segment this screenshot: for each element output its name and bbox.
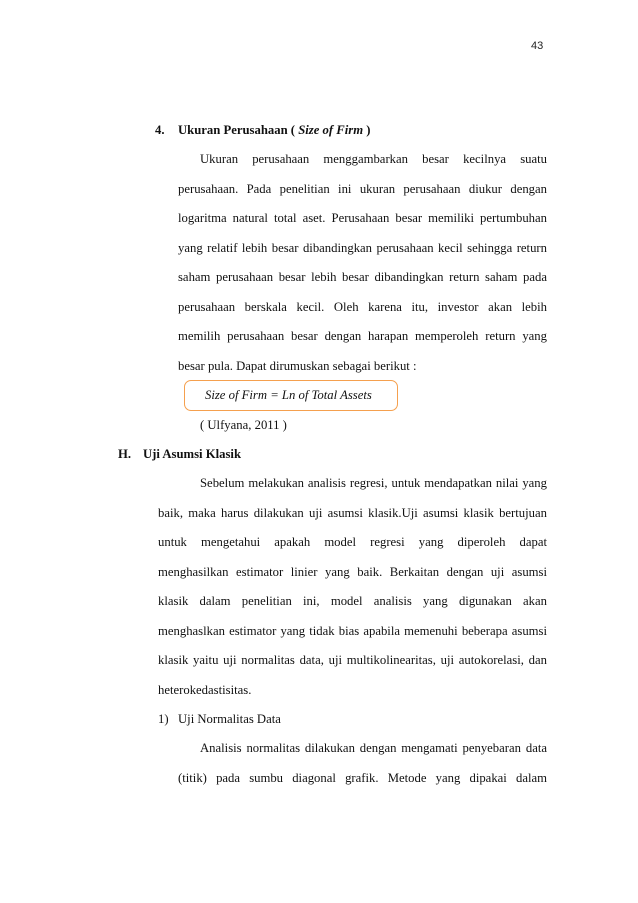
paragraph-line: Ukuran perusahaan menggambarkan besar kecilnya suatu [200,152,547,167]
section-heading-text: Ukuran Perusahaan ( [178,123,299,137]
section-heading [178,122,370,138]
paragraph-line: saham perusahaan besar lebih besar dibandingkan return saham pada [178,270,547,285]
paragraph-line: logaritma natural total aset. Perusahaan besar memiliki pertumbuhan [178,211,547,226]
paragraph-line: menghasilkan estimator linier yang baik. Berkaitan dengan uji asumsi [158,564,547,579]
formula-box [184,380,398,411]
citation: ( Ulfyana, 2011 ) [200,417,287,432]
subsection-heading: Uji Normalitas Data [178,712,281,726]
paragraph-line: perusahaan berskala kecil. Oleh karena itu, investor akan lebih [178,299,547,314]
paragraph-line: Sebelum melakukan analisis regresi, untuk mendapatkan nilai yang [200,476,547,491]
paragraph-line: yang relatif lebih besar dibandingkan perusahaan kecil sehingga return [178,240,547,255]
paragraph-line: (titik) pada sumbu diagonal grafik. Metode yang dipakai dalam [178,770,547,785]
section-heading-suffix: ) [363,123,371,137]
paragraph-line: untuk mengetahui apakah model regresi yang diperoleh dapat [158,535,547,550]
paragraph-line: besar pula. Dapat dirumuskan sebagai berikut : [178,358,417,373]
paragraph-line: Analisis normalitas dilakukan dengan mengamati penyebaran data [200,741,547,756]
section-heading-italic: Size of Firm [298,123,364,137]
section-heading: Uji Asumsi Klasik [143,446,241,461]
paragraph-line: klasik yaitu uji normalitas data, uji multikolinearitas, uji autokorelasi, dan [158,653,547,668]
page-number: 43 [531,40,544,52]
section-number: 4. [155,123,165,137]
section-marker: H. [118,446,132,461]
paragraph-line: memilih perusahaan besar dengan harapan memperoleh return yang [178,329,547,344]
paragraph-line: menghaslkan estimator yang tidak bias apabila memenuhi beberapa asumsi [158,623,547,638]
formula-text: Size of Firm = Ln of Total Assets [205,388,372,402]
paragraph-line: baik, maka harus dilakukan uji asumsi klasik.Uji asumsi klasik bertujuan [158,505,547,520]
paragraph-line: klasik dalam penelitian ini, model analisis yang digunakan akan [158,594,547,609]
subsection-marker: 1) [158,712,169,726]
paragraph-line: heterokedastisitas. [158,682,252,697]
paragraph-line: perusahaan. Pada penelitian ini ukuran perusahaan diukur dengan [178,181,547,196]
